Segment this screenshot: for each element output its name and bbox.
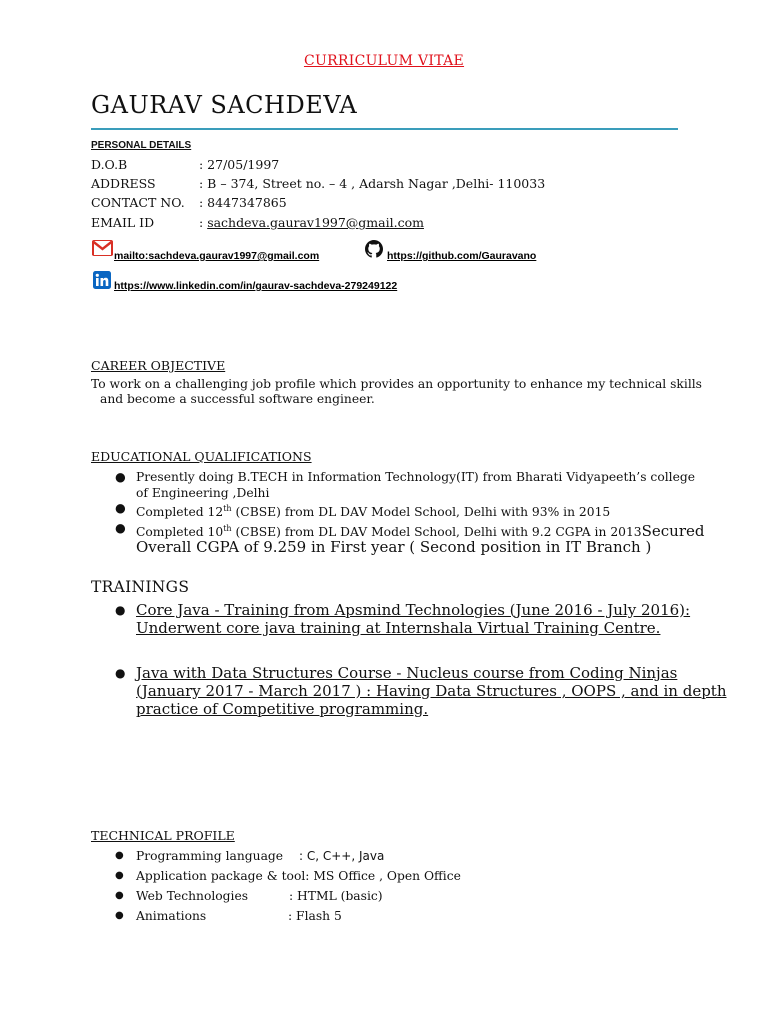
email-link[interactable]: sachdeva.gaurav1997@gmail.com: [207, 215, 424, 230]
training-item-2-line-2: (January 2017 - March 2017 ) : Having Data Structures , OOPS , and in depth: [136, 682, 727, 700]
bullet: ●: [115, 850, 124, 861]
tech-item: [115, 846, 461, 866]
trainings-heading: TRAININGS: [91, 578, 190, 596]
tech-label: Web Technologies: [136, 889, 249, 903]
bullet: ●: [115, 870, 124, 881]
education-list: [115, 470, 705, 557]
contact-value: : 8447347865: [199, 195, 287, 210]
bullet: ●: [115, 890, 124, 901]
training-item: [115, 601, 727, 637]
education-item-3-text: Completed 10: [136, 524, 224, 539]
training-item-1-line-2: Underwent core java training at Internshala Virtual Training Centre.: [136, 619, 661, 637]
trainings-list: [115, 601, 727, 718]
dob-value: : 27/05/1997: [199, 157, 280, 172]
tech-value: : Flash 5: [288, 909, 342, 923]
bullet: ●: [115, 910, 124, 921]
education-item-2-text: Completed 12: [136, 505, 224, 520]
gmail-icon: [92, 240, 113, 260]
tech-item: [115, 906, 461, 926]
address-label: ADDRESS: [91, 176, 156, 191]
training-item-1-line-1: Core Java - Training from Apsmind Technologies (June 2016 - July 2016):: [136, 601, 691, 619]
superscript: th: [223, 523, 232, 533]
education-item: [115, 501, 704, 521]
tech-label: Application package & tool: [136, 869, 306, 883]
tech-item: [115, 866, 461, 886]
linkedin-icon: [93, 271, 111, 293]
technical-profile-heading: TECHNICAL PROFILE: [91, 828, 235, 843]
tech-value: : MS Office , Open Office: [305, 869, 461, 883]
education-item-1-line-2: of Engineering ,Delhi: [136, 485, 270, 500]
career-objective-line-2: and become a successful software engineer.: [100, 392, 375, 406]
superscript: th: [223, 504, 232, 513]
address-row: [91, 176, 545, 191]
email-label: EMAIL ID: [91, 215, 155, 230]
linkedin-link[interactable]: https://www.linkedin.com/in/gaurav-sachdeva-279249122: [114, 280, 398, 292]
training-item-2-line-1: Java with Data Structures Course - Nucleus course from Coding Ninjas: [136, 664, 678, 682]
email-colon: :: [199, 215, 208, 230]
document-title: CURRICULUM VITAE: [303, 53, 465, 69]
education-item-2-text-rest: (CBSE) from DL DAV Model School, Delhi with 93% in 2015: [231, 505, 611, 520]
technical-list: [115, 846, 461, 926]
bullet: ●: [115, 501, 126, 515]
education-item-3-line-2: Overall CGPA of 9.259 in First year ( Second position in IT Branch ): [136, 538, 652, 557]
tech-value: : C, C++, Java: [299, 849, 385, 863]
tech-label: Animations: [136, 909, 207, 923]
education-item-1-line-1: Presently doing B.TECH in Information Technology(IT) from Bharati Vidyapeeth’s college: [136, 470, 696, 484]
address-value: : B – 374, Street no. – 4 , Adarsh Nagar ,Delhi- 110033: [199, 176, 546, 191]
name-divider: [91, 128, 678, 130]
dob-row: [91, 157, 279, 172]
education-heading: EDUCATIONAL QUALIFICATIONS: [91, 449, 312, 464]
bullet: ●: [115, 520, 126, 535]
tech-label: Programming language: [136, 849, 284, 863]
github-link[interactable]: https://github.com/Gauravano: [387, 250, 537, 262]
personal-details-heading: PERSONAL DETAILS: [91, 140, 192, 151]
training-item: [115, 664, 727, 718]
education-item: [115, 470, 704, 501]
training-item-2-line-3: practice of Competitive programming.: [136, 700, 429, 718]
education-item-3-secured: Secured: [641, 521, 705, 540]
tech-value: : HTML (basic): [289, 889, 383, 903]
email-row: [91, 215, 424, 230]
tech-item: [115, 886, 461, 906]
mailto-link[interactable]: mailto:sachdeva.gaurav1997@gmail.com: [114, 250, 320, 262]
bullet: ●: [115, 603, 126, 617]
bullet: ●: [115, 470, 126, 484]
dob-label: D.O.B: [91, 157, 128, 172]
candidate-name: GAURAV SACHDEVA: [91, 91, 358, 119]
education-item: [115, 520, 705, 557]
education-item-3-text-rest: (CBSE) from DL DAV Model School, Delhi with 9.2 CGPA in 2013: [231, 524, 642, 539]
github-icon: [365, 240, 383, 262]
career-objective-heading: CAREER OBJECTIVE: [91, 358, 226, 373]
career-objective-line-1: To work on a challenging job profile which provides an opportunity to enhance my technical skills: [91, 377, 702, 391]
bullet: ●: [115, 666, 126, 680]
contact-label: CONTACT NO.: [91, 195, 185, 210]
contact-row: [91, 195, 287, 210]
